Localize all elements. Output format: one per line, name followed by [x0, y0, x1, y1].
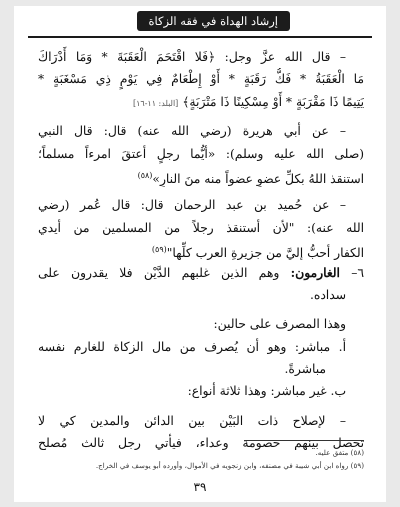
text-line: – عن أبي هريرة (رضي الله عنه) قال: قال النبي	[38, 124, 346, 139]
verse-reference: [البلد: ١١-١٦]	[133, 98, 179, 108]
footnote-marker: (٥٩)	[151, 245, 167, 255]
text-line: – لإصلاح ذات البَيْن بين الدائن والمدين كي لا	[38, 413, 346, 428]
text-line: ب. غير مباشر: وهذا ثلاثة أنواع:	[187, 384, 346, 399]
body-text	[38, 46, 364, 455]
text-line: سداده.	[309, 287, 346, 302]
text-line: وهذا المصرف على حالين:	[213, 317, 346, 332]
footnote-divider	[244, 440, 364, 441]
footnote-marker: (٥٨)	[137, 170, 153, 180]
text-line: – قال الله عزَّ وجل: ﴿فَلا اقْتَحَمَ الْعَقَبَةَ * وَمَا أَدْرَاكَ	[38, 50, 346, 64]
footnote: (٥٨) متفق عليه.	[315, 448, 364, 457]
text-line: الكفار أحبُّ إليَّ من جزيرةِ العرب كلِّها"$^{(٥٩)}$	[151, 245, 364, 261]
header-title: إرشاد الهداة في فقه الزكاة	[137, 11, 291, 31]
text-line: الله عنه): "لأن أستنقذ رجلاً من المسلمين من أيدي	[38, 220, 364, 235]
text-line: استنقذ اللهُ بكلِّ عضوٍ عضواً منه منَ النارِ»$^{(٥٨)}$	[137, 170, 364, 187]
document-page	[14, 6, 386, 502]
text-line: (صلى الله عليه وسلم): «أيُّما رجلٍ أعتقَ امرءاً مسلماً؛	[38, 146, 364, 161]
text-line: – عن حُميد بن عبد الرحمان قال: قال عُمر (رضي	[38, 198, 346, 213]
page-number: ٣٩	[193, 480, 207, 494]
text-line: ٦– الغارمون: وهم الذين غلبهم الدَّيْن فلا يقدرون على	[38, 264, 364, 280]
text-line: يَتِيمًا ذَا مَقْرَبَةٍ * أَوْ مِسْكِينًا ذَا مَتْرَبَةٍ﴾ [البلد: ١١-١٦]	[133, 94, 364, 109]
footnote: (٥٩) رواه ابن أبي شيبة في مصنفه، وابن زنجويه في الأموال، وأورده أبو يوسف في الخراج.	[95, 461, 364, 470]
text-line: مَا الْعَقَبَةُ * فَكُّ رَقَبَةٍ * أَوْ إِطْعَامٌ فِي يَوْمٍ ذِي مَسْغَبَةٍ *	[38, 72, 364, 87]
page-header	[28, 6, 372, 38]
text-line: تحصل بينهم خصومة وعداء، فيأتي رجل ثالث مُصلح	[38, 436, 364, 451]
text-line: مباشرةً.	[284, 362, 326, 377]
text-line: أ. مباشر: وهو أن يُصرف من مال الزكاة للغارم نفسه	[38, 339, 346, 354]
footnotes	[38, 446, 364, 472]
bold-term: الغارمون:	[290, 264, 340, 280]
